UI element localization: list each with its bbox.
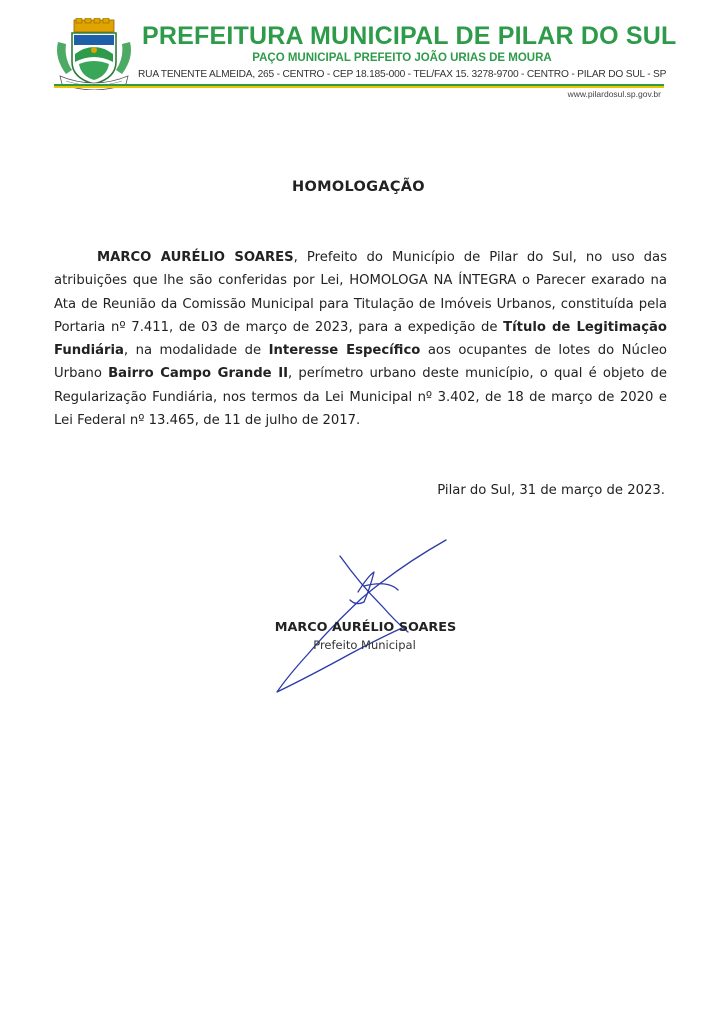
- date-line: Pilar do Sul, 31 de março de 2023.: [437, 483, 665, 498]
- body-text-segment: , perímetro urbano deste município, o qual é objeto de Regularização Fundiária, nos termos da Lei Municipal nº 3.402, de 18 de março de 2020 e Lei Federal nº 13.465, de 11 de julho de 2017.: [54, 366, 667, 429]
- letterhead-address: RUA TENENTE ALMEIDA, 265 - CENTRO - CEP 18.185-000 - TEL/FAX 15. 3278-9700 - CENTRO - PILAR DO SUL - SP: [138, 69, 667, 80]
- body-text-segment: aos ocupantes de lotes do Núcleo Urbano: [54, 343, 668, 382]
- signer-name: MARCO AURÉLIO SOARES: [274, 620, 457, 635]
- document-title: HOMOLOGAÇÃO: [292, 179, 425, 195]
- signer-role: Prefeito Municipal: [313, 638, 416, 652]
- body-signer-name: MARCO AURÉLIO SOARES: [97, 250, 294, 265]
- letterhead-title: PREFEITURA MUNICIPAL DE PILAR DO SUL: [142, 22, 677, 50]
- letterhead-website: www.pilardosul.sp.gov.br: [567, 89, 661, 99]
- body-text-segment: , na modalidade de: [123, 343, 269, 359]
- body-paragraph: [54, 246, 667, 432]
- body-modality: Interesse Específico: [268, 343, 421, 359]
- body-text-segment: , Prefeito do Município de Pilar do Sul, no uso das atribuições que lhe são conferidas por Lei, HOMOLOGA NA ÍNTEGRA o Parecer exarado na Ata de Reunião da Comissão Municipal para Titulação de Imóveis Urbanos, constituída pela Portaria nº 7.411, de 03 de março de 2023, para a expedição de: [54, 250, 667, 335]
- letterhead-divider-yellow: [54, 86, 664, 88]
- municipal-crest-icon: [52, 18, 136, 90]
- body-title-type: Título de Legitimação Fundiária: [54, 319, 667, 359]
- handwritten-signature: [270, 536, 455, 696]
- letterhead-subtitle: PAÇO MUNICIPAL PREFEITO JOÃO URIAS DE MOURA: [252, 52, 552, 64]
- body-urban-nucleus: Bairro Campo Grande II: [108, 366, 289, 382]
